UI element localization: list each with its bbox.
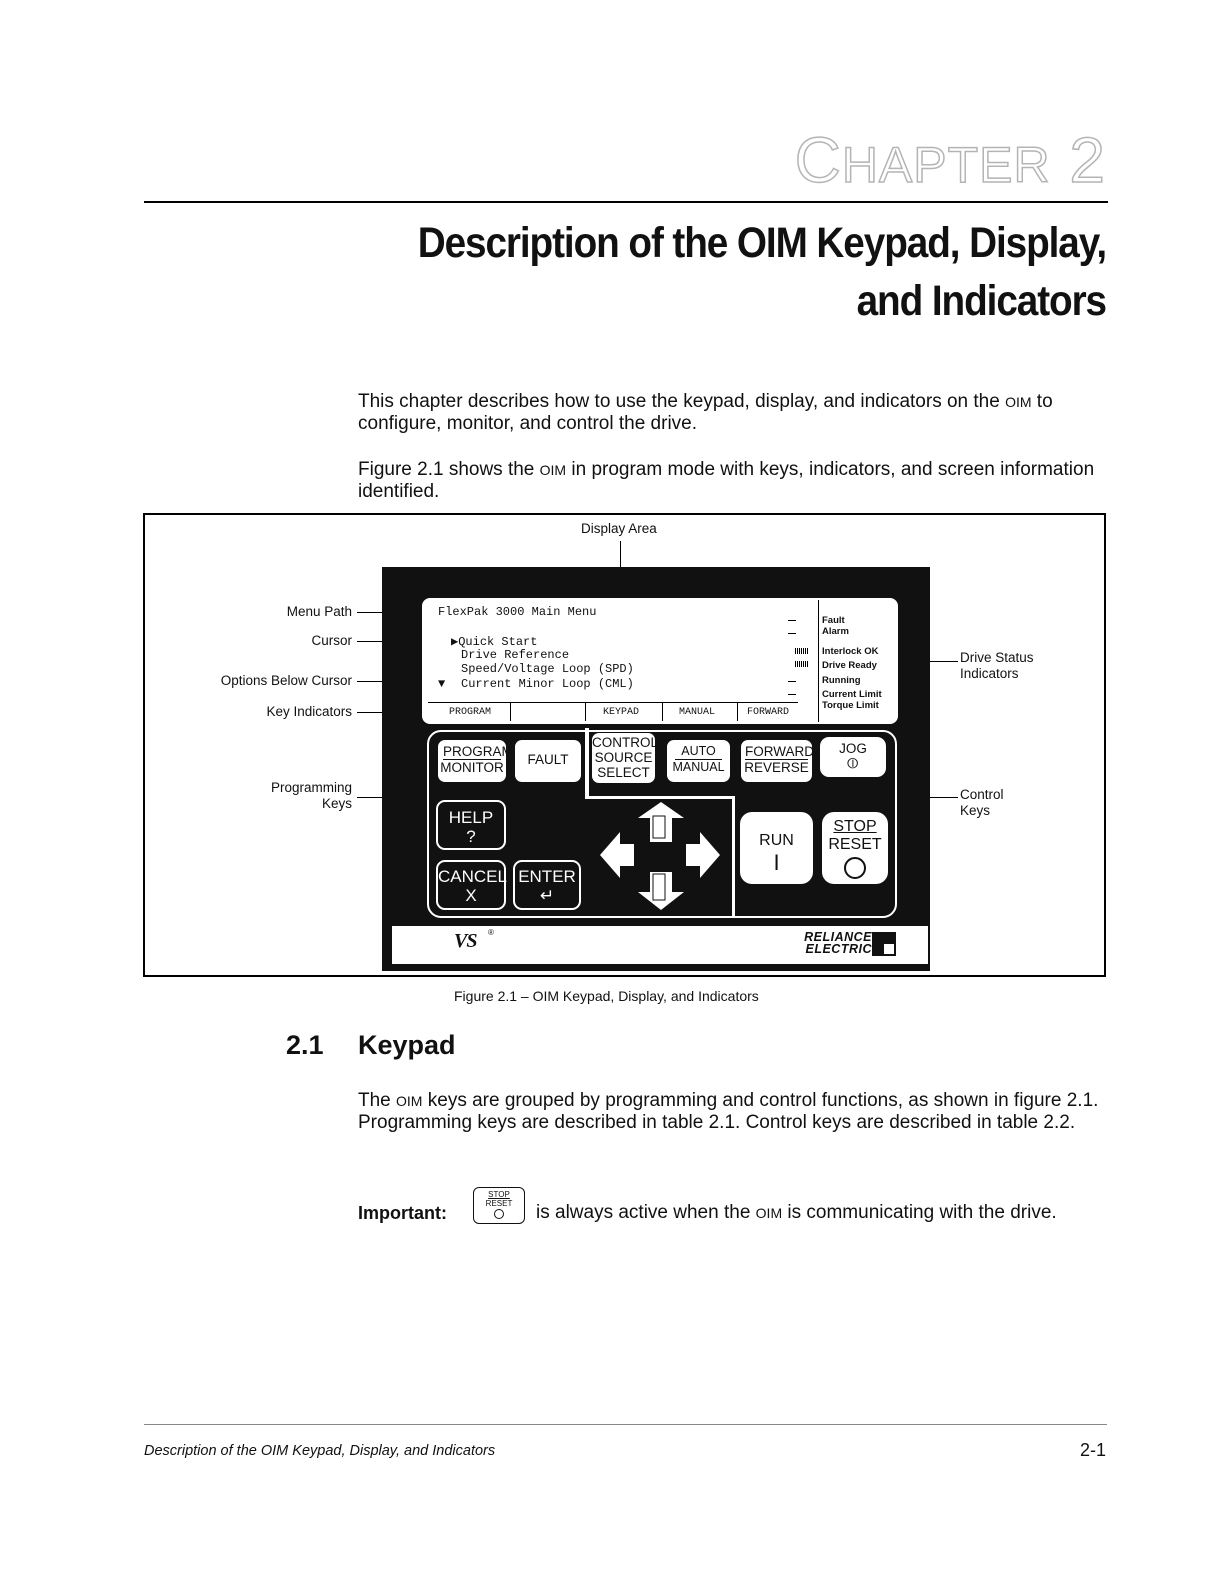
chapter-prefix: C — [794, 124, 842, 196]
key-label-reset: RESET — [828, 836, 882, 853]
status-running: Running — [822, 675, 861, 686]
key-label-select: SELECT — [597, 765, 650, 780]
screen-menu-path: FlexPak 3000 Main Menu — [438, 605, 597, 619]
callout-key-indicators: Key Indicators — [266, 704, 352, 719]
chapter-heading — [794, 124, 1106, 196]
chapter-word: HAPTER — [841, 137, 1051, 193]
callout-cursor: Cursor — [311, 633, 352, 648]
key-label-source: SOURCE — [594, 750, 653, 765]
brand-line-2: ELECTRIC — [805, 942, 872, 956]
control-source-select-key[interactable] — [592, 733, 659, 783]
reliance-logo-mark-inner — [884, 944, 894, 954]
screen-item-3: Speed/Voltage Loop (SPD) — [461, 662, 634, 676]
figure-caption: Figure 2.1 – OIM Keypad, Display, and Indicators — [454, 988, 759, 1004]
keybar-forward: FORWARD — [747, 707, 790, 718]
key-label-control: CONTROL — [592, 735, 659, 750]
brand-line-1: RELIANCE — [804, 930, 872, 944]
keybar-divider — [585, 703, 586, 721]
reliance-electric-logo — [774, 931, 872, 955]
left-arrow-icon[interactable] — [600, 832, 634, 878]
important-label: Important: — [358, 1203, 447, 1223]
intro-paragraph-1 — [358, 391, 1103, 435]
key-label-enter: ENTER — [518, 867, 576, 886]
intro-paragraph-2 — [358, 459, 1103, 503]
status-tick — [788, 633, 796, 634]
help-key[interactable] — [436, 800, 506, 850]
stop-circle-icon — [844, 857, 866, 879]
callout-programming-keys-line1: Programming — [270, 780, 352, 795]
screen-down-arrow: ▼ — [438, 677, 446, 691]
status-tick — [788, 694, 796, 695]
keybar-divider — [737, 703, 738, 721]
key-label-auto: AUTO — [675, 744, 722, 760]
intro-p1-text: This chapter describes how to use the keypad, display, and indicators on the — [358, 391, 1006, 412]
intro-p2-text: Figure 2.1 shows the — [358, 459, 540, 480]
callout-control-keys — [960, 787, 1004, 819]
arrow-keys — [596, 800, 726, 912]
enter-arrow-icon: ↵ — [539, 886, 555, 905]
page-number: 2-1 — [1079, 1440, 1106, 1460]
callout-control-keys-line2: Keys — [960, 803, 991, 818]
forward-reverse-key[interactable] — [741, 740, 812, 782]
right-arrow-icon[interactable] — [686, 832, 720, 878]
keybar-manual: MANUAL — [679, 707, 716, 718]
footer-title: Description of the OIM Keypad, Display, and Indicators — [144, 1443, 496, 1459]
key-label-help: HELP — [448, 808, 494, 827]
title-line-2: and Indicators — [856, 277, 1106, 325]
up-arrow-icon[interactable] — [638, 802, 684, 842]
inline-key-reset: RESET — [485, 1199, 513, 1208]
fault-key[interactable] — [515, 740, 581, 782]
key-label-run: RUN — [759, 832, 794, 849]
body-oim: OIM — [396, 1093, 423, 1109]
screen-item-1: ▶Quick Start — [451, 635, 538, 649]
stop-reset-inline-key — [473, 1187, 525, 1224]
panel-divider — [585, 728, 589, 798]
status-interlock-ok: Interlock OK — [822, 646, 879, 657]
callout-drive-status-line2: Indicators — [960, 666, 1019, 681]
key-label-fault: FAULT — [527, 752, 569, 767]
callout-programming-keys-line2: Keys — [321, 796, 352, 811]
status-current-limit: Current Limit — [822, 689, 882, 700]
cancel-key[interactable] — [436, 860, 506, 910]
key-label-cancel: CANCEL — [438, 867, 507, 886]
important-oim: OIM — [755, 1205, 783, 1221]
body-text: The — [358, 1090, 397, 1111]
screen-keybar-line — [428, 702, 798, 703]
important-text-a: is always active when the — [536, 1202, 756, 1223]
key-label-jog: JOG — [839, 741, 867, 756]
callout-options-below-cursor: Options Below Cursor — [220, 673, 352, 688]
status-tick — [788, 620, 796, 621]
intro-p2-oim: OIM — [539, 462, 567, 478]
status-drive-ready: Drive Ready — [822, 660, 877, 671]
down-arrow-icon[interactable] — [638, 872, 684, 910]
status-tick — [788, 681, 796, 682]
key-label-monitor: MONITOR — [440, 760, 504, 775]
auto-manual-key[interactable] — [667, 740, 730, 782]
page-title — [296, 214, 1106, 330]
body-text-2: keys are grouped by programming and control functions, as shown in figure 2.1. Programming keys are described in table 2.1. Control keys are described in table 2.2. — [358, 1090, 1099, 1133]
status-led-interlock — [795, 648, 809, 654]
section-number: 2.1 — [286, 1030, 324, 1060]
jog-symbol-icon: ⦶ — [847, 755, 859, 772]
run-key[interactable] — [740, 812, 813, 884]
intro-p1-text-2: to configure, monitor, and control the drive. — [358, 391, 1053, 434]
keybar-divider — [510, 703, 511, 721]
callout-control-keys-line1: Control — [960, 787, 1004, 802]
status-divider — [818, 600, 819, 722]
important-text — [536, 1202, 1057, 1224]
intro-p1-oim: OIM — [1005, 394, 1032, 410]
screen-item-4: Current Minor Loop (CML) — [461, 677, 634, 691]
program-monitor-key[interactable] — [438, 740, 513, 782]
screen-item-2: Drive Reference — [461, 648, 570, 662]
registered-icon: ® — [488, 928, 494, 937]
keybar-keypad: KEYPAD — [603, 707, 640, 718]
vs-logo: VS — [454, 930, 477, 952]
keybar-program: PROGRAM — [449, 707, 492, 718]
status-led-ready — [795, 661, 809, 667]
important-text-b: is communicating with the drive. — [782, 1202, 1057, 1223]
key-label-reverse: REVERSE — [744, 760, 809, 775]
chapter-number: 2 — [1069, 124, 1106, 196]
jog-key[interactable] — [820, 737, 886, 777]
key-label-program: PROGRAM — [443, 744, 513, 759]
key-label-forward: FORWARD — [745, 744, 814, 759]
status-alarm: Alarm — [822, 626, 849, 637]
title-line-1: Description of the OIM Keypad, Display, — [417, 219, 1106, 267]
key-label-run-symbol: I — [773, 850, 780, 875]
key-label-manual: MANUAL — [672, 760, 725, 774]
intro-p2-text-2: in program mode with keys, indicators, and screen information identified. — [358, 459, 1095, 502]
callout-programming-keys — [271, 780, 352, 812]
panel-divider — [585, 796, 735, 799]
callout-drive-status-line1: Drive Status — [960, 650, 1034, 665]
inline-stop-circle-icon — [494, 1209, 504, 1219]
enter-key[interactable] — [513, 860, 581, 910]
status-torque-limit: Torque Limit — [822, 700, 879, 711]
callout-display-area: Display Area — [581, 521, 657, 536]
top-rule — [144, 201, 1108, 203]
inline-key-stop: STOP — [488, 1190, 510, 1199]
section-title: Keypad — [358, 1030, 456, 1060]
keybar-divider — [662, 703, 663, 721]
footer-rule — [144, 1424, 1107, 1425]
key-label-stop: STOP — [833, 818, 877, 835]
status-fault: Fault — [822, 615, 845, 626]
callout-menu-path: Menu Path — [286, 604, 352, 619]
stop-reset-key[interactable] — [822, 812, 888, 884]
key-label-cancel-symbol: X — [465, 886, 477, 905]
panel-divider — [732, 796, 735, 918]
key-label-help-symbol: ? — [466, 827, 476, 846]
body-paragraph — [358, 1090, 1103, 1134]
callout-drive-status-indicators — [960, 650, 1034, 682]
